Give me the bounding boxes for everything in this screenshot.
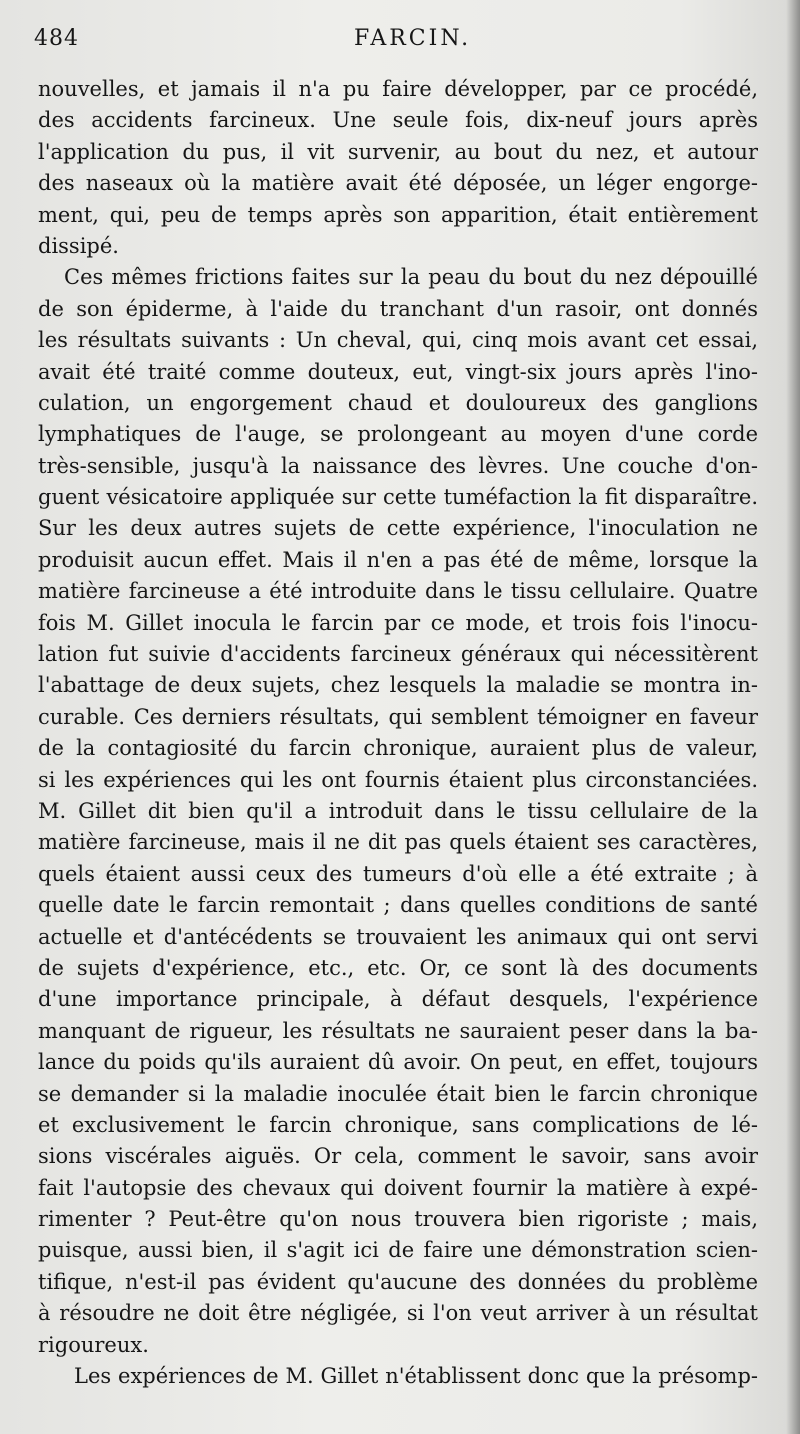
page-number: 484: [34, 26, 79, 51]
running-title: FARCIN.: [354, 26, 472, 51]
text-line: sions viscérales aiguës. Or cela, comment le savoir, sans avoir: [38, 1144, 758, 1169]
text-line: puisque, aussi bien, il s'agit ici de faire une démonstration scien-: [38, 1238, 758, 1263]
text-line: Sur les deux autres sujets de cette expérience, l'inoculation ne: [38, 516, 758, 541]
text-line: M. Gillet dit bien qu'il a introduit dans le tissu cellulaire de la: [38, 798, 758, 823]
text-line: très-sensible, jusqu'à la naissance des lèvres. Une couche d'on-: [38, 453, 758, 478]
text-line: tifique, n'est-il pas évident qu'aucune des données du problème: [38, 1269, 758, 1294]
text-line: nouvelles, et jamais il n'a pu faire développer, par ce procédé,: [38, 77, 758, 101]
text-line: guent vésicatoire appliquée sur cette tuméfaction la fit disparaître.: [38, 485, 758, 510]
text-line: culation, un engorgement chaud et douloureux des ganglions: [38, 390, 758, 415]
text-line: matière farcineuse a été introduite dans le tissu cellulaire. Quatre: [38, 579, 758, 604]
running-head: [34, 26, 774, 56]
text-line: à résoudre ne doit être négligée, si l'on veut arriver à un résultat: [38, 1301, 758, 1326]
text-line: fait l'autopsie des chevaux qui doivent fournir la matière à expé-: [38, 1175, 758, 1200]
text-line: les résultats suivants : Un cheval, qui, cinq mois avant cet essai,: [38, 328, 758, 353]
text-line: des accidents farcineux. Une seule fois, dix-neuf jours après: [38, 108, 758, 133]
text-line: lance du poids qu'ils auraient dû avoir. On peut, en effet, toujours: [38, 1050, 758, 1075]
text-line: lation fut suivie d'accidents farcineux généraux qui nécessitèrent: [38, 642, 758, 667]
text-line: quels étaient aussi ceux des tumeurs d'où elle a été extraite ; à: [38, 861, 758, 886]
text-line: actuelle et d'antécédents se trouvaient les animaux qui ont servi: [38, 924, 758, 949]
text-line: fois M. Gillet inocula le farcin par ce mode, et trois fois l'inocu-: [38, 610, 758, 635]
text-line: de sujets d'expérience, etc., etc. Or, ce sont là des documents: [38, 955, 758, 980]
text-line: l'application du pus, il vit survenir, au bout du nez, et autour: [38, 139, 758, 164]
text-line: rigoureux.: [38, 1332, 149, 1357]
text-line: de son épiderme, à l'aide du tranchant d'un rasoir, ont donnés: [38, 296, 758, 321]
text-line: l'abattage de deux sujets, chez lesquels la maladie se montra in-: [38, 673, 758, 698]
text-line: se demander si la maladie inoculée était bien le farcin chronique: [38, 1081, 758, 1106]
text-line: matière farcineuse, mais il ne dit pas quels étaient ses caractères,: [38, 830, 758, 855]
text-line: lymphatiques de l'auge, se prolongeant au moyen d'une corde: [38, 422, 758, 447]
text-line: et exclusivement le farcin chronique, sans complications de lé-: [38, 1112, 758, 1137]
text-line: Les expériences de M. Gillet n'établissent donc que la présomp-: [74, 1364, 758, 1389]
text-line: des naseaux où la matière avait été déposée, un léger engorge-: [38, 171, 758, 196]
body-text: [38, 74, 758, 1392]
text-line: manquant de rigueur, les résultats ne sauraient peser dans la ba-: [38, 1018, 758, 1043]
page-gutter-shadow: [786, 0, 800, 1434]
text-line: curable. Ces derniers résultats, qui semblent témoigner en faveur: [38, 704, 758, 729]
text-line: rimenter ? Peut-être qu'on nous trouvera bien rigoriste ; mais,: [38, 1207, 758, 1232]
text-line: Ces mêmes frictions faites sur la peau du bout du nez dépouillé: [64, 265, 758, 290]
text-line: ment, qui, peu de temps après son apparition, était entièrement: [38, 202, 758, 227]
text-line: de la contagiosité du farcin chronique, auraient plus de valeur,: [38, 736, 758, 761]
text-line: d'une importance principale, à défaut desquels, l'expérience: [38, 987, 758, 1012]
text-line: si les expériences qui les ont fournis étaient plus circonstanciées.: [38, 767, 758, 792]
text-line: dissipé.: [38, 233, 119, 258]
text-line: produisit aucun effet. Mais il n'en a pas été de même, lorsque la: [38, 547, 758, 572]
text-line: avait été traité comme douteux, eut, vingt-six jours après l'ino-: [38, 359, 758, 384]
text-line: quelle date le farcin remontait ; dans quelles conditions de santé: [38, 893, 758, 918]
